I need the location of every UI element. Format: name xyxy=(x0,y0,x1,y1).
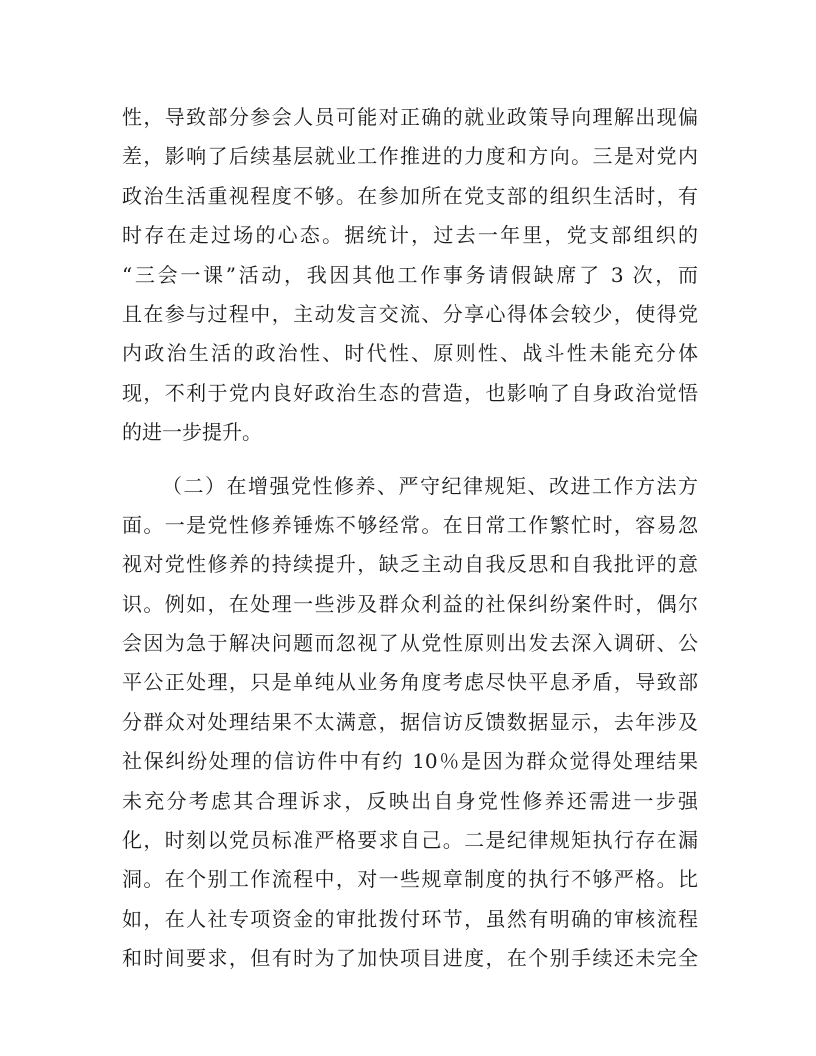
text-line: 差，影响了后续基层就业工作推进的力度和方向。三是对党内 xyxy=(122,144,698,169)
text-line: 如，在人社专项资金的审批拨付环节，虽然有明确的审核流程 xyxy=(122,906,698,931)
text-line: “三会一课”活动，我因其他工作事务请假缺席了 3 次，而 xyxy=(122,262,698,287)
text-line: 且在参与过程中，主动发言交流、分享心得体会较少，使得党 xyxy=(122,301,698,326)
section-heading-line: （二）在增强党性修养、严守纪律规矩、改进工作方法方 xyxy=(162,473,698,498)
text-line: 分群众对处理结果不太满意，据信访反馈数据显示，去年涉及 xyxy=(122,709,698,734)
text-line: 洞。在个别工作流程中，对一些规章制度的执行不够严格。比 xyxy=(122,867,698,892)
text-line: 会因为急于解决问题而忽视了从党性原则出发去深入调研、公 xyxy=(122,631,698,656)
paragraph-spacer xyxy=(122,453,698,467)
paragraph-2 xyxy=(122,467,698,979)
text-line: 政治生活重视程度不够。在参加所在党支部的组织生活时，有 xyxy=(122,183,698,208)
body-text xyxy=(122,98,698,979)
text-line: 社保纠纷处理的信访件中有约 10％是因为群众觉得处理结果 xyxy=(122,749,698,774)
text-line: 未充分考虑其合理诉求，反映出自身党性修养还需进一步强 xyxy=(122,788,698,813)
text-line: 面。一是党性修养锤炼不够经常。在日常工作繁忙时，容易忽 xyxy=(122,512,698,537)
text-line: 内政治生活的政治性、时代性、原则性、战斗性未能充分体 xyxy=(122,341,698,366)
text-line: 时存在走过场的心态。据统计，过去一年里，党支部组织的 xyxy=(122,223,698,248)
paragraph-1 xyxy=(122,98,698,453)
text-line: 性，导致部分参会人员可能对正确的就业政策导向理解出现偏 xyxy=(122,105,698,129)
text-line: 平公正处理，只是单纯从业务角度考虑尽快平息矛盾，导致部 xyxy=(122,670,698,695)
text-line: 化，时刻以党员标准严格要求自己。二是纪律规矩执行存在漏 xyxy=(122,828,698,853)
text-line: 和时间要求，但有时为了加快项目进度，在个别手续还未完全 xyxy=(122,946,698,971)
text-line: 的进一步提升。 xyxy=(122,420,262,445)
text-line: 识。例如，在处理一些涉及群众利益的社保纠纷案件时，偶尔 xyxy=(122,591,698,616)
text-line: 视对党性修养的持续提升，缺乏主动自我反思和自我批评的意 xyxy=(122,552,698,577)
text-line: 现，不利于党内良好政治生态的营造，也影响了自身政治觉悟 xyxy=(122,380,698,405)
